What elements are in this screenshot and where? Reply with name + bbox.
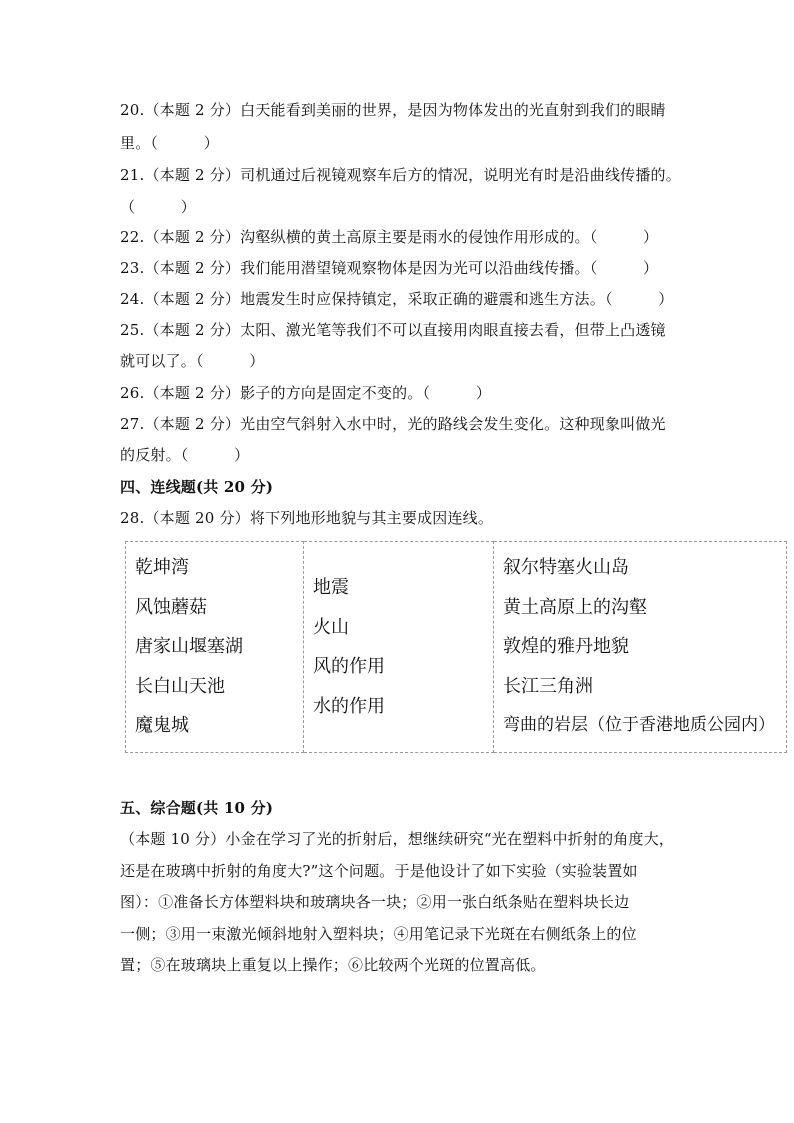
cause-item: 火山	[313, 616, 349, 638]
question-21-line-1: 21.（本题 2 分）司机通过后视镜观察车后方的情况，说明光有时是沿曲线传播的。	[120, 166, 681, 184]
place-item: 风蚀蘑菇	[135, 596, 207, 618]
place-item: 魔鬼城	[135, 715, 189, 737]
question-22: 22.（本题 2 分）沟壑纵横的黄土高原主要是雨水的侵蚀作用形成的。（ ）	[120, 228, 659, 246]
section-5-line-5: 置；⑤在玻璃块上重复以上操作；⑥比较两个光斑的位置高低。	[120, 956, 546, 974]
section-5-heading: 五、综合题(共 10 分)	[120, 799, 274, 817]
question-20-line-1: 20.（本题 2 分）白天能看到美丽的世界，是因为物体发出的光直射到我们的眼睛	[120, 101, 666, 119]
example-item: 黄土高原上的沟壑	[503, 596, 647, 618]
examples-column	[494, 542, 787, 753]
place-item: 唐家山堰塞湖	[135, 636, 243, 658]
example-item: 弯曲的岩层（位于香港地质公园内）	[503, 715, 775, 736]
section-4-heading: 四、连线题(共 20 分)	[120, 478, 274, 496]
places-column	[126, 542, 304, 753]
place-item: 长白山天池	[135, 675, 225, 697]
question-27-line-1: 27.（本题 2 分）光由空气斜射入水中时，光的路线会发生变化。这种现象叫做光	[120, 415, 666, 433]
cause-item: 地震	[313, 577, 349, 598]
section-5-line-4: 一侧；③用一束激光倾斜地射入塑料块；④用笔记录下光斑在右侧纸条上的位	[120, 925, 637, 943]
question-25-line-1: 25.（本题 2 分）太阳、激光笔等我们不可以直接用肉眼直接去看，但带上凸透镜	[120, 321, 666, 339]
section-5-line-3: 图）：①准备长方体塑料块和玻璃块各一块；②用一张白纸条贴在塑料块长边	[120, 893, 630, 911]
example-item: 敦煌的雅丹地貌	[503, 636, 629, 658]
place-item: 乾坤湾	[135, 557, 189, 579]
section-5-line-1: （本题 10 分）小金在学习了光的折射后，想继续研究“光在塑料中折射的角度大，	[120, 830, 675, 848]
question-27-line-2: 的反射。（ ）	[120, 446, 250, 464]
question-25-line-2: 就可以了。（ ）	[120, 352, 265, 370]
causes-column	[304, 542, 494, 753]
matching-table	[125, 541, 787, 753]
question-21-line-2: （ ）	[120, 198, 197, 216]
example-item: 叙尔特塞火山岛	[503, 557, 629, 579]
cause-item: 风的作用	[313, 656, 385, 677]
example-item: 长江三角洲	[503, 675, 593, 697]
question-24: 24.（本题 2 分）地震发生时应保持镇定，采取正确的避震和逃生方法。（ ）	[120, 290, 674, 308]
question-20-line-2: 里。（ ）	[120, 134, 219, 152]
question-28: 28.（本题 20 分）将下列地形地貌与其主要成因连线。	[120, 509, 494, 527]
question-26: 26.（本题 2 分）影子的方向是固定不变的。（ ）	[120, 384, 492, 402]
section-5-line-2: 还是在玻璃中折射的角度大?”这个问题。于是他设计了如下实验（实验装置如	[120, 862, 638, 880]
cause-item: 水的作用	[313, 695, 385, 717]
question-23: 23.（本题 2 分）我们能用潜望镜观察物体是因为光可以沿曲线传播。（ ）	[120, 259, 659, 277]
